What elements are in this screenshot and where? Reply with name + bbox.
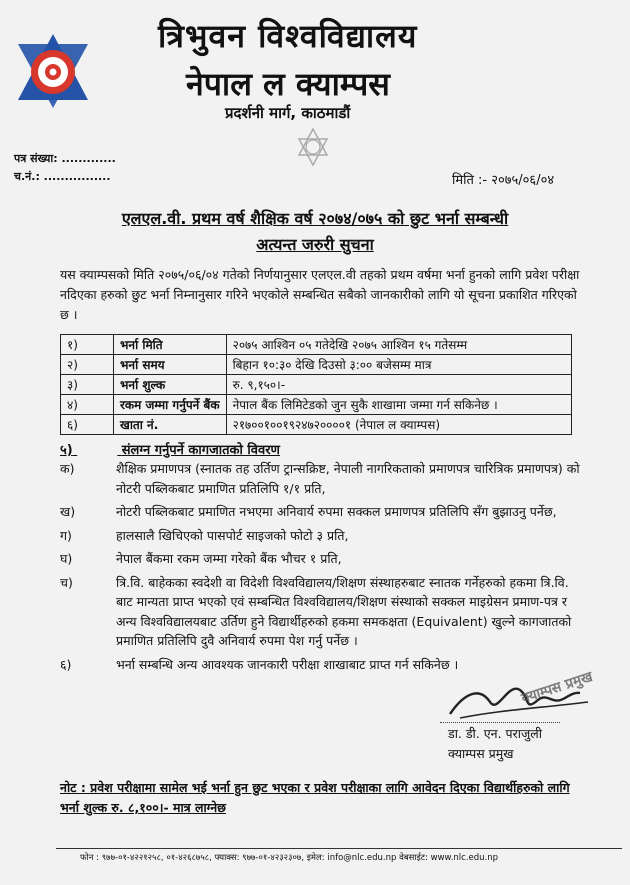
admission-info-table [60, 334, 572, 435]
item-marker: ख) [60, 504, 76, 519]
notice-date: मिति :- २०७५/०६/०४ [452, 173, 555, 188]
item-text: हालसालै खिचिएको पासपोर्ट साइजको फोटो ३ प्रति, [116, 527, 349, 543]
footer-divider [56, 848, 622, 849]
row-number: १) [61, 335, 114, 355]
row-label: रकम जम्मा गर्नुपर्ने बैंक [114, 395, 227, 415]
row-number: ४) [61, 395, 114, 415]
list-item [60, 502, 580, 522]
table-row [61, 375, 572, 395]
letter-number: पत्र संख्या: ............. [14, 152, 116, 165]
table-row [61, 395, 572, 415]
item-text: भर्ना सम्बन्धि अन्य आवश्यक जानकारी परीक्षा शाखाबाट प्राप्त गर्न सकिनेछ । [116, 656, 459, 672]
university-logo [14, 30, 92, 112]
row-value: नेपाल बैंक लिमिटेडको जुन सुकै शाखामा जम्मा गर्न सकिनेछ । [226, 395, 571, 415]
signature-line [440, 722, 560, 723]
item-marker: च) [60, 574, 73, 590]
item-text: त्रि.वि. बाहेकका स्वदेशी वा विदेशी विश्वविद्यालय/शिक्षण संस्थाहरुबाट स्नातक गर्नेहरुको हकमा त्रि.वि. बाट मान्यता प्राप्त भएको एवं सम्बन्धित विश्वविद्यालय/शिक्षण संस्थाको सक्कल माइग्रेसन प्रमाण-पत्र र अन्य विश्वविद्यालयबाट उर्तिण हुने विद्यार्थीहरुको हकमा समकक्षता (Equivalent) खुल्ने कागजातको प्रमाणित प्रतिलिपि दुवै अनिवार्य रुपमा पेश गर्नु पर्नेछ । [116, 574, 572, 648]
table-row [61, 415, 572, 435]
item-marker: घ) [60, 551, 73, 566]
item-marker: ग) [60, 527, 72, 543]
notice-subheading: अत्यन्त जरुरी सुचना [256, 235, 374, 254]
list-item [60, 549, 580, 569]
campus-address: प्रदर्शनी मार्ग, काठमाडौं [225, 104, 351, 122]
notice-intro: यस क्याम्पसको मिति २०७५/०६/०४ गतेको निर्णयानुसार एलएल.वी तहको प्रथम वर्षमा भर्ना हुनको लागि प्रवेश परीक्षा नदिएका हरुको छुट भर्ना निम्नानुसार गरिने भएकोले सम्बन्धित सबैको जानकारीको लागि यो सूचना प्रकाशित गरिएको छ । [60, 267, 580, 322]
row-label: भर्ना मिति [114, 335, 227, 355]
footer-contact: फोन : ९७७-०१-४२२१२५८, ०१-४२६८७५८, फ्याक्स: ९७७-०१-४२३२३०७, इमेल: info@nlc.edu.np वेबसाईट: www.nlc.edu.np [80, 853, 499, 863]
row-label: भर्ना शुल्क [114, 375, 227, 395]
row-label: खाता नं. [114, 415, 227, 435]
row-value: २१७००१००१९२४७२००००१ (नेपाल ल क्याम्पस) [226, 415, 571, 435]
documents-list [60, 459, 580, 678]
signatory [448, 724, 542, 764]
signatory-name: डा. डी. एन. पराजुली [448, 726, 542, 741]
row-value: २०७५ आश्विन ०५ गतेदेखि २०७५ आश्विन १५ गतेसम्म [226, 335, 571, 355]
university-name: त्रिभुवन विश्वविद्यालय [158, 17, 418, 55]
list-item [60, 526, 580, 546]
row-label: भर्ना समय [114, 355, 227, 375]
dispatch-number: च.नं.: ................ [14, 170, 111, 183]
row-number: ३) [61, 375, 114, 395]
notice-heading: एलएल.वी. प्रथम वर्ष शैक्षिक वर्ष २०७४/०७५ को छुट भर्ना सम्बन्धी [121, 209, 509, 228]
item-text: नोटरी पब्लिकबाट प्रमाणित नभएमा अनिवार्य रुपमा सक्कल प्रमाणपत्र प्रतिलिपि सँग बुझाउनु पर्नेछ, [116, 504, 557, 519]
campus-name: नेपाल ल क्याम्पस [186, 65, 390, 103]
section-title: संलग्न गर्नुपर्ने कागजातको विवरण [121, 443, 280, 458]
row-number: २) [61, 355, 114, 375]
item-text: शैक्षिक प्रमाणपत्र (स्नातक तह उर्तिण ट्रान्सक्रिष्ट, नेपाली नागरिकताको प्रमाणपत्र चारित्रिक प्रमाणपत्र) को नोटरी पब्लिकबाट प्रमाणित प्रतिलिपि १/१ प्रति, [116, 461, 580, 496]
reference-numbers [14, 150, 116, 186]
signatory-title: क्याम्पस प्रमुख [448, 746, 514, 761]
table-row [61, 355, 572, 375]
campus-chief-stamp: क्याम्पस प्रमुख [519, 668, 595, 707]
list-item [60, 459, 580, 498]
list-item [60, 573, 580, 651]
official-seal [257, 115, 369, 193]
table-row [61, 335, 572, 355]
row-value: रु. ९,१५०।- [226, 375, 571, 395]
documents-section-title [60, 440, 280, 458]
notice-note: नोट : प्रवेश परीक्षामा सामेल भई भर्ना हुन छुट भएका र प्रवेश परीक्षाका लागि आवेदन दिएका विद्यार्थीहरुको लागि भर्ना शुल्क रु. ८,१००।- मात्र लाग्नेछ [60, 780, 570, 815]
item-marker: क) [60, 461, 75, 476]
section-number: ५) [60, 443, 73, 458]
row-number: ६) [61, 415, 114, 435]
item-text: नेपाल बैंकमा रकम जम्मा गरेको बैंक भौचर १ प्रति, [116, 551, 342, 566]
item-marker: ६) [60, 656, 72, 672]
row-value: बिहान १०:३० देखि दिउसो ३:०० बजेसम्म मात्र [226, 355, 571, 375]
